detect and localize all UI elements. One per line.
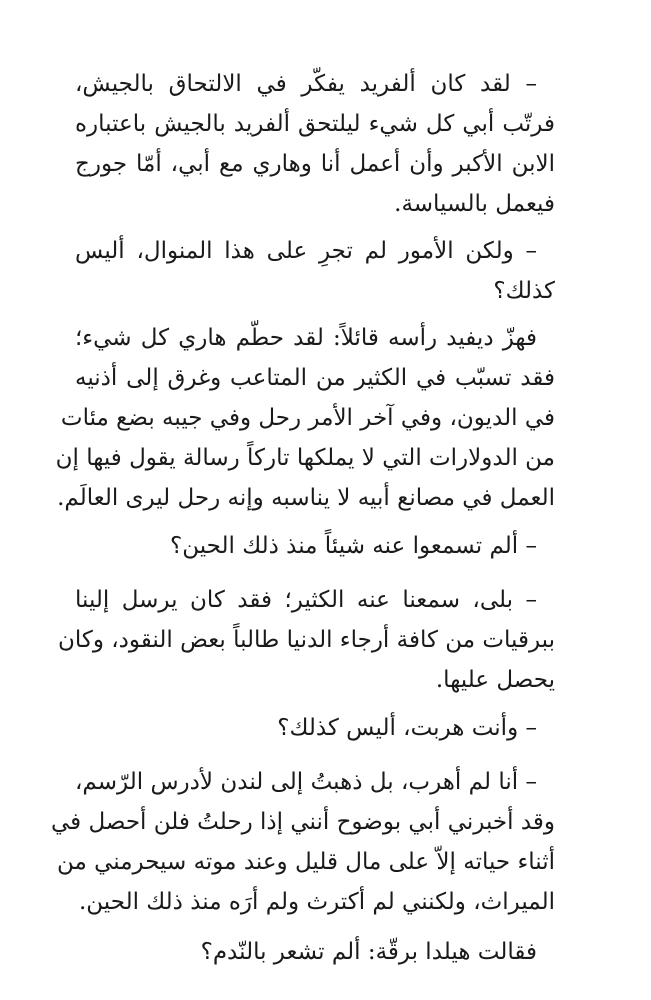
paragraph-5 bbox=[57, 580, 555, 700]
text-line: فقد تسبّب في الكثير من المتاعب وغرق إلى أذنيه bbox=[75, 365, 555, 391]
text-line: أثناء حياته إلاّ على مال قليل وعند موته سيحرمني من bbox=[56, 849, 555, 875]
text-line: في الديون، وفي آخر الأمر رحل وفي جيبه بضع مئات bbox=[60, 405, 555, 431]
text-line: الميراث، ولكنني لم أكترث ولم أرَه منذ ذلك الحين. bbox=[78, 889, 555, 915]
text-line: كذلك؟ bbox=[493, 278, 555, 304]
text-line: – ولكن الأمور لم تجرِ على هذا المنوال، أليس bbox=[75, 238, 537, 264]
text-line: فرتّب أبي كل شيء ليلتحق ألفريد بالجيش باعتباره bbox=[75, 111, 555, 137]
text-line: يحصل عليها. bbox=[435, 667, 555, 693]
paragraph-7 bbox=[51, 762, 555, 922]
paragraph-6 bbox=[75, 708, 555, 748]
paragraph-4 bbox=[75, 526, 555, 566]
text-line: الابن الأكبر وأن أعمل أنا وهاري مع أبي، أمّا جورج bbox=[75, 151, 555, 177]
text-line: – ألم تسمعوا عنه شيئاً منذ ذلك الحين؟ bbox=[170, 533, 537, 559]
text-line: وقد أخبرني أبي بوضوح أنني إذا رحلتُ فلن أحصل في bbox=[51, 809, 555, 835]
text-line: فهزّ ديفيد رأسه قائلاً: لقد حطّم هاري كل شيء؛ bbox=[75, 325, 537, 351]
text-line: – لقد كان ألفريد يفكّر في الالتحاق بالجيش، bbox=[75, 71, 537, 97]
paragraph-1 bbox=[75, 64, 555, 224]
text-line: – بلى، سمعنا عنه الكثير؛ فقد كان يرسل إلينا bbox=[75, 587, 537, 613]
text-line: من الدولارات التي لا يملكها تاركاً رسالة يقول فيها إن bbox=[55, 445, 555, 471]
paragraph-3 bbox=[55, 318, 555, 518]
paragraph-2 bbox=[75, 231, 555, 311]
text-line: ببرقيات من كافة أرجاء الدنيا طالباً بعض النقود، وكان bbox=[57, 627, 555, 653]
text-line: فيعمل بالسياسة. bbox=[394, 191, 555, 217]
text-line: – أنا لم أهرب، بل ذهبتُ إلى لندن لأدرس الرّسم، bbox=[75, 769, 537, 795]
text-line: فقالت هيلدا برقّة: ألم تشعر بالنّدم؟ bbox=[200, 939, 537, 965]
text-line: العمل في مصانع أبيه لا يناسبه وإنه رحل ليرى العالَم. bbox=[57, 485, 555, 511]
text-line: – وأنت هربت، أليس كذلك؟ bbox=[277, 715, 537, 741]
paragraph-8 bbox=[75, 932, 555, 972]
